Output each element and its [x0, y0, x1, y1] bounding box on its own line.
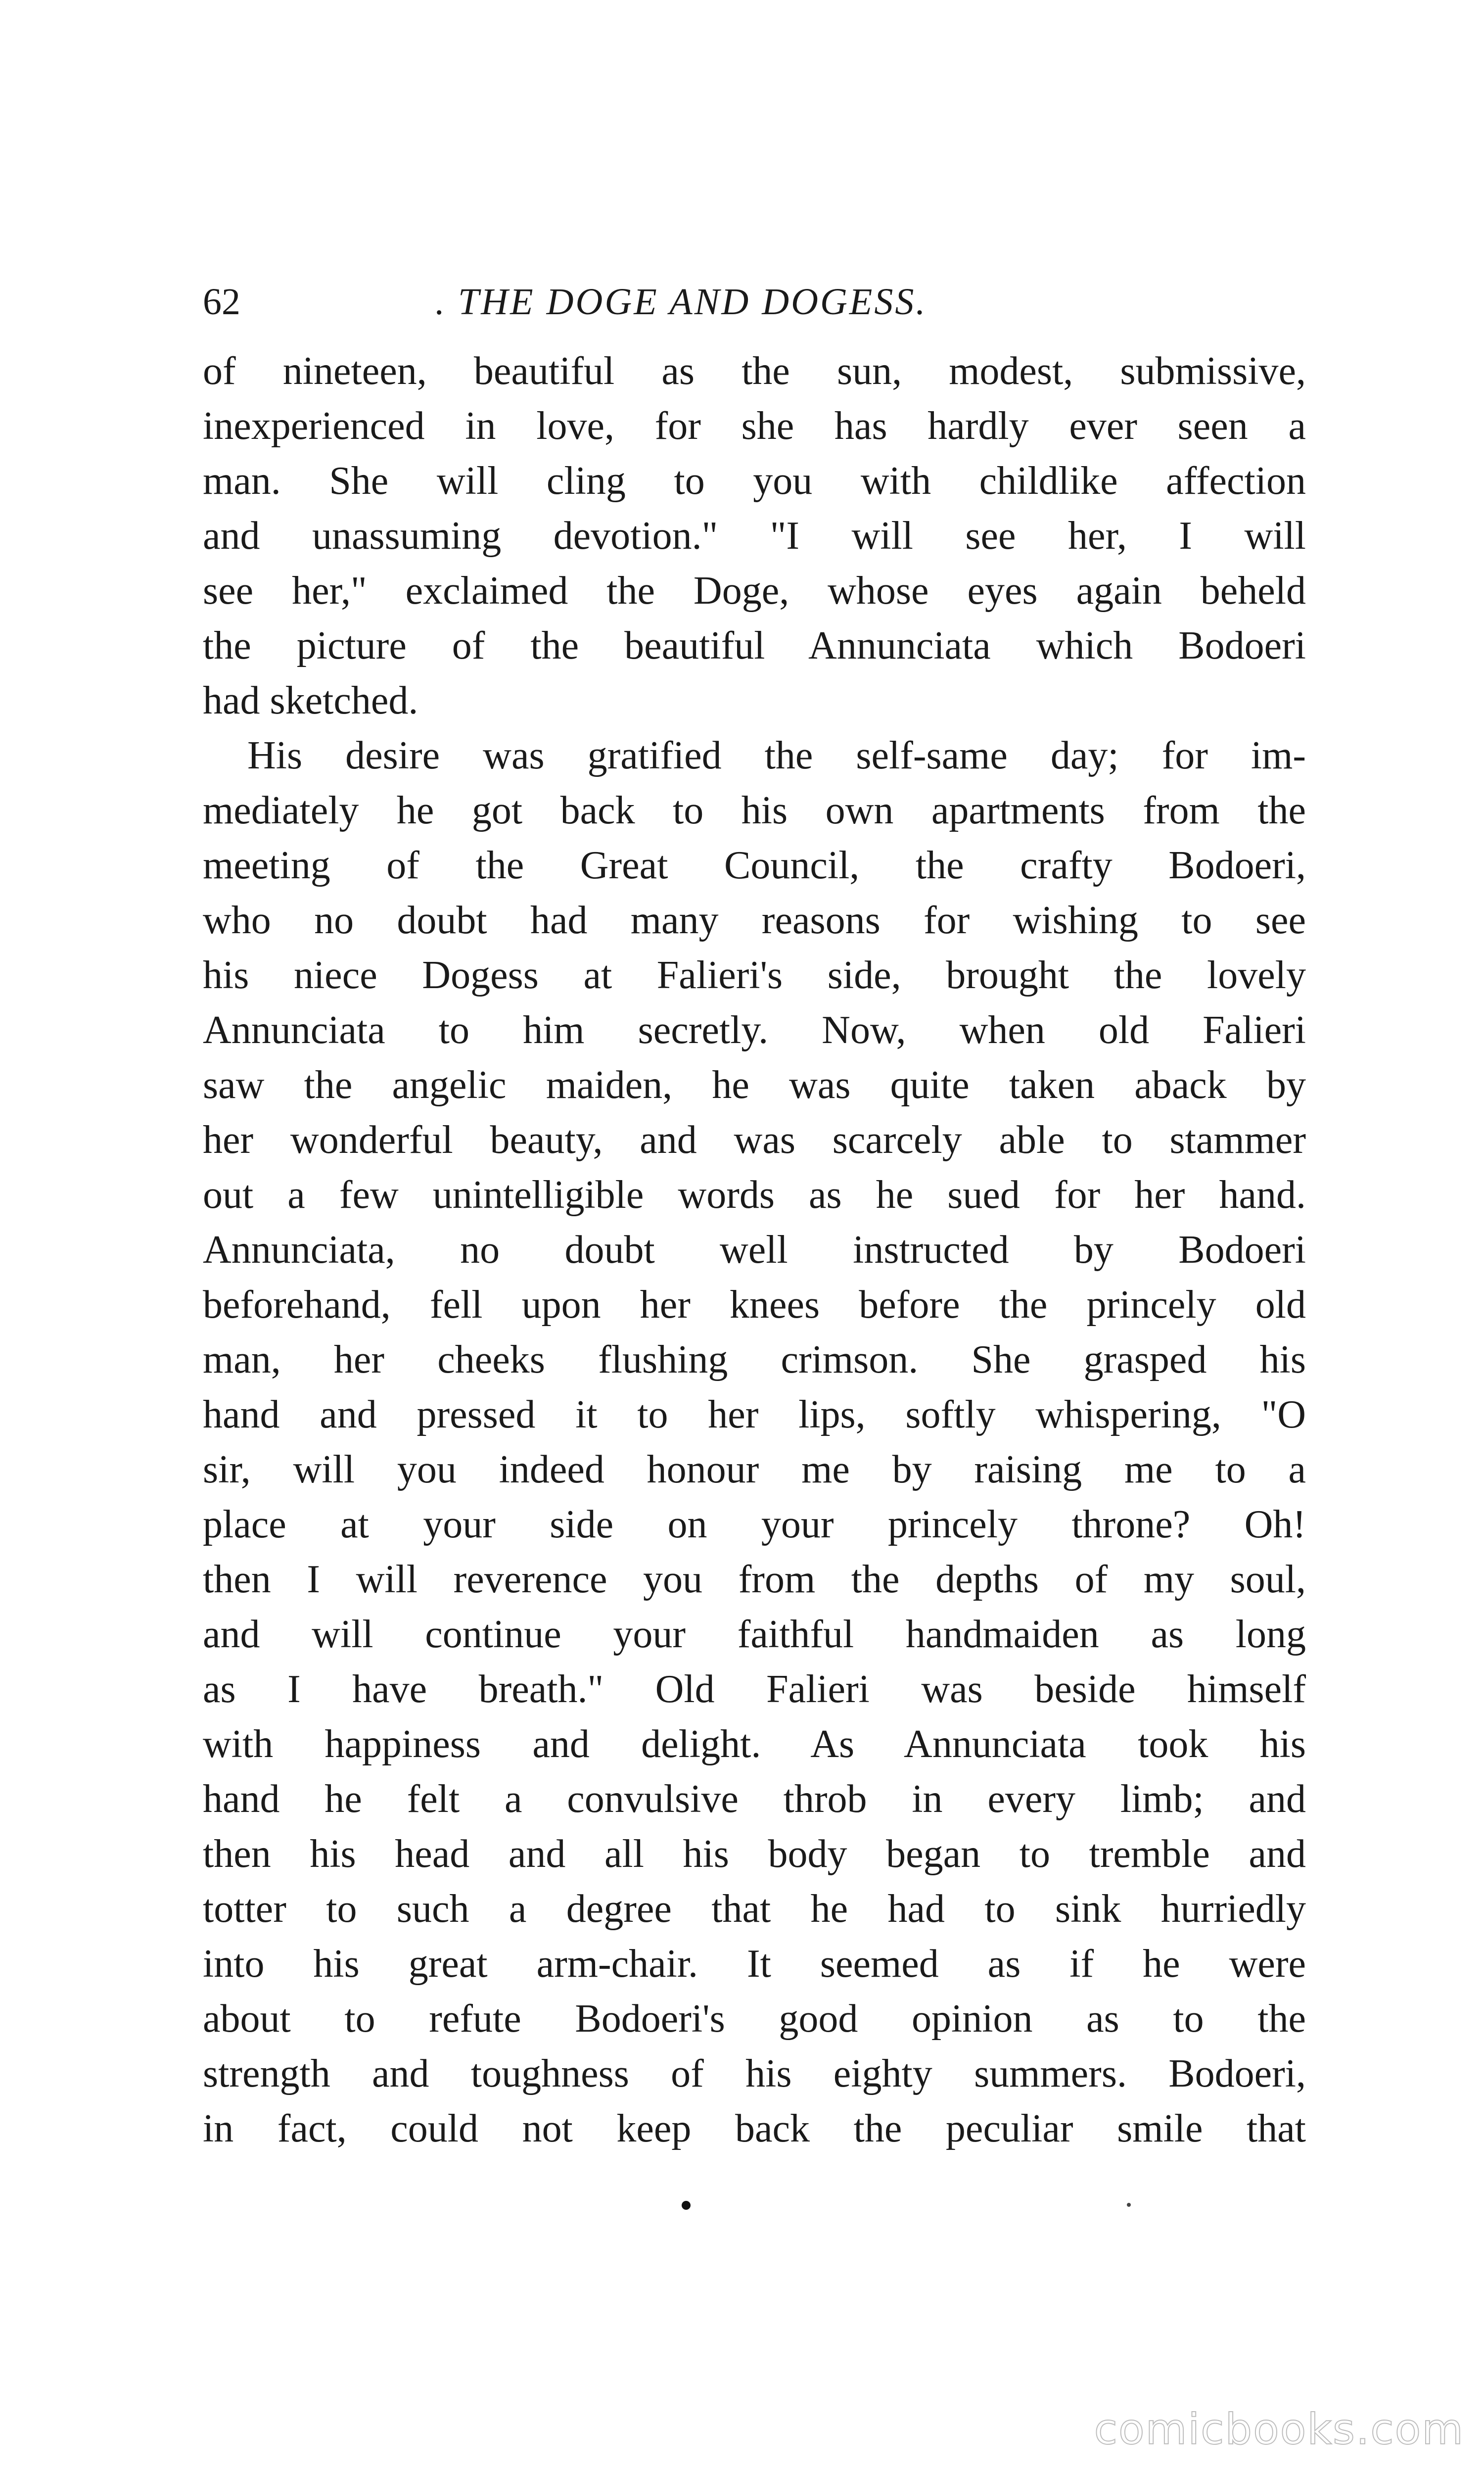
text-line: the picture of the beautiful Annunciata which Bodoeri: [203, 624, 1306, 667]
text-line: her wonderful beauty, and was scarcely able to stammer: [203, 1118, 1306, 1162]
watermark: comicbooks.com: [1094, 2405, 1464, 2454]
text-line: as I have breath." Old Falieri was beside himself: [203, 1667, 1306, 1711]
text-line: saw the angelic maiden, he was quite taken aback by: [203, 1063, 1306, 1107]
text-line: of nineteen, beautiful as the sun, modest, submissive,: [203, 349, 1306, 393]
text-line: then I will reverence you from the depths of my soul,: [203, 1558, 1306, 1601]
text-line: His desire was gratified the self-same day; for im-: [247, 734, 1306, 777]
text-line: hand he felt a convulsive throb in every limb; and: [203, 1777, 1306, 1821]
text-line: his niece Dogess at Falieri's side, brought the lovely: [203, 953, 1306, 997]
text-line: man. She will cling to you with childlike affection: [203, 459, 1306, 503]
running-head: [203, 275, 1306, 329]
text-line: into his great arm-chair. It seemed as if he were: [203, 1942, 1306, 1986]
print-dot: [1127, 2203, 1131, 2207]
text-line: in fact, could not keep back the peculiar smile that: [203, 2107, 1306, 2150]
text-line: and unassuming devotion." "I will see her, I will: [203, 514, 1306, 558]
text-line: about to refute Bodoeri's good opinion as to the: [203, 1997, 1306, 2041]
text-line: sir, will you indeed honour me by raising me to a: [203, 1448, 1306, 1491]
text-line: out a few unintelligible words as he sued for her hand.: [203, 1173, 1306, 1217]
text-line: strength and toughness of his eighty summers. Bodoeri,: [203, 2052, 1306, 2095]
text-line: and will continue your faithful handmaiden as long: [203, 1613, 1306, 1656]
text-line: mediately he got back to his own apartments from the: [203, 789, 1306, 832]
page-number: 62: [203, 281, 240, 323]
text-line: who no doubt had many reasons for wishing to see: [203, 899, 1306, 942]
text-line: man, her cheeks flushing crimson. She grasped his: [203, 1338, 1306, 1381]
text-line: beforehand, fell upon her knees before the princely old: [203, 1283, 1306, 1327]
text-line: place at your side on your princely throne? Oh!: [203, 1503, 1306, 1546]
running-title: . THE DOGE AND DOGESS.: [435, 281, 928, 323]
signature-mark: [682, 2201, 691, 2210]
text-line: with happiness and delight. As Annunciata took his: [203, 1722, 1306, 1766]
text-line: hand and pressed it to her lips, softly whispering, "O: [203, 1393, 1306, 1436]
text-line: then his head and all his body began to tremble and: [203, 1832, 1306, 1876]
text-line: see her," exclaimed the Doge, whose eyes again beheld: [203, 569, 1306, 613]
text-line: Annunciata to him secretly. Now, when old Falieri: [203, 1008, 1306, 1052]
text-line: totter to such a degree that he had to sink hurriedly: [203, 1887, 1306, 1931]
text-line: Annunciata, no doubt well instructed by Bodoeri: [203, 1228, 1306, 1272]
body-text: [203, 344, 1306, 2156]
text-line: inexperienced in love, for she has hardly ever seen a: [203, 404, 1306, 448]
text-line: meeting of the Great Council, the crafty Bodoeri,: [203, 844, 1306, 887]
text-line: had sketched.: [203, 679, 418, 722]
